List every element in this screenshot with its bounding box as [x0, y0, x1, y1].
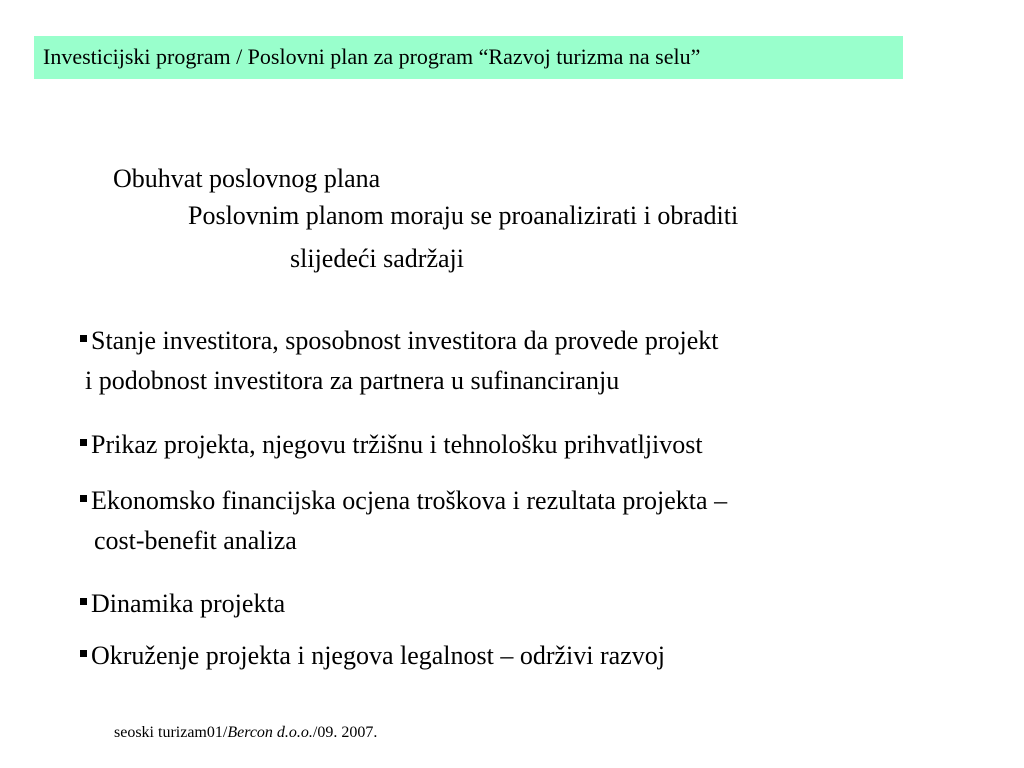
section-heading: Obuhvat poslovnog plana	[113, 164, 381, 193]
bullet-text-line1: Okruženje projekta i njegova legalnost – održivi razvoj	[91, 641, 665, 670]
square-bullet-icon	[80, 439, 87, 446]
bullet-text-line2: cost-benefit analiza	[94, 526, 297, 555]
bullet-item-project-dynamics	[80, 584, 285, 624]
slide-title-banner	[34, 36, 903, 79]
bullet-text-line2: i podobnost investitora za partnera u sufinanciranju	[85, 366, 620, 395]
square-bullet-icon	[80, 598, 87, 605]
bullet-item-investor-status	[80, 321, 719, 401]
bullet-text-line1: Ekonomsko financijska ocjena troškova i rezultata projekta –	[91, 486, 728, 515]
section-subtext-line2: slijedeći sadržaji	[290, 244, 464, 273]
square-bullet-icon	[80, 650, 87, 657]
footer-prefix: seoski turizam01/	[114, 724, 228, 741]
slide-footer	[114, 723, 377, 743]
square-bullet-icon	[80, 495, 87, 502]
footer-company: Bercon d.o.o.	[227, 724, 313, 741]
bullet-item-project-environment	[80, 636, 665, 676]
square-bullet-icon	[80, 335, 87, 342]
bullet-text-line1: Dinamika projekta	[91, 589, 286, 618]
bullet-item-project-overview	[80, 425, 703, 465]
footer-suffix: /09. 2007.	[312, 724, 378, 741]
bullet-item-economic-evaluation	[80, 481, 727, 561]
bullet-text-line1: Prikaz projekta, njegovu tržišnu i tehnološku prihvatljivost	[91, 430, 703, 459]
bullet-text-line1: Stanje investitora, sposobnost investitora da provede projekt	[91, 326, 719, 355]
section-subtext-line1: Poslovnim planom moraju se proanalizirati i obraditi	[188, 201, 739, 230]
slide-title: Investicijski program / Poslovni plan za program “Razvoj turizma na selu”	[43, 44, 701, 69]
